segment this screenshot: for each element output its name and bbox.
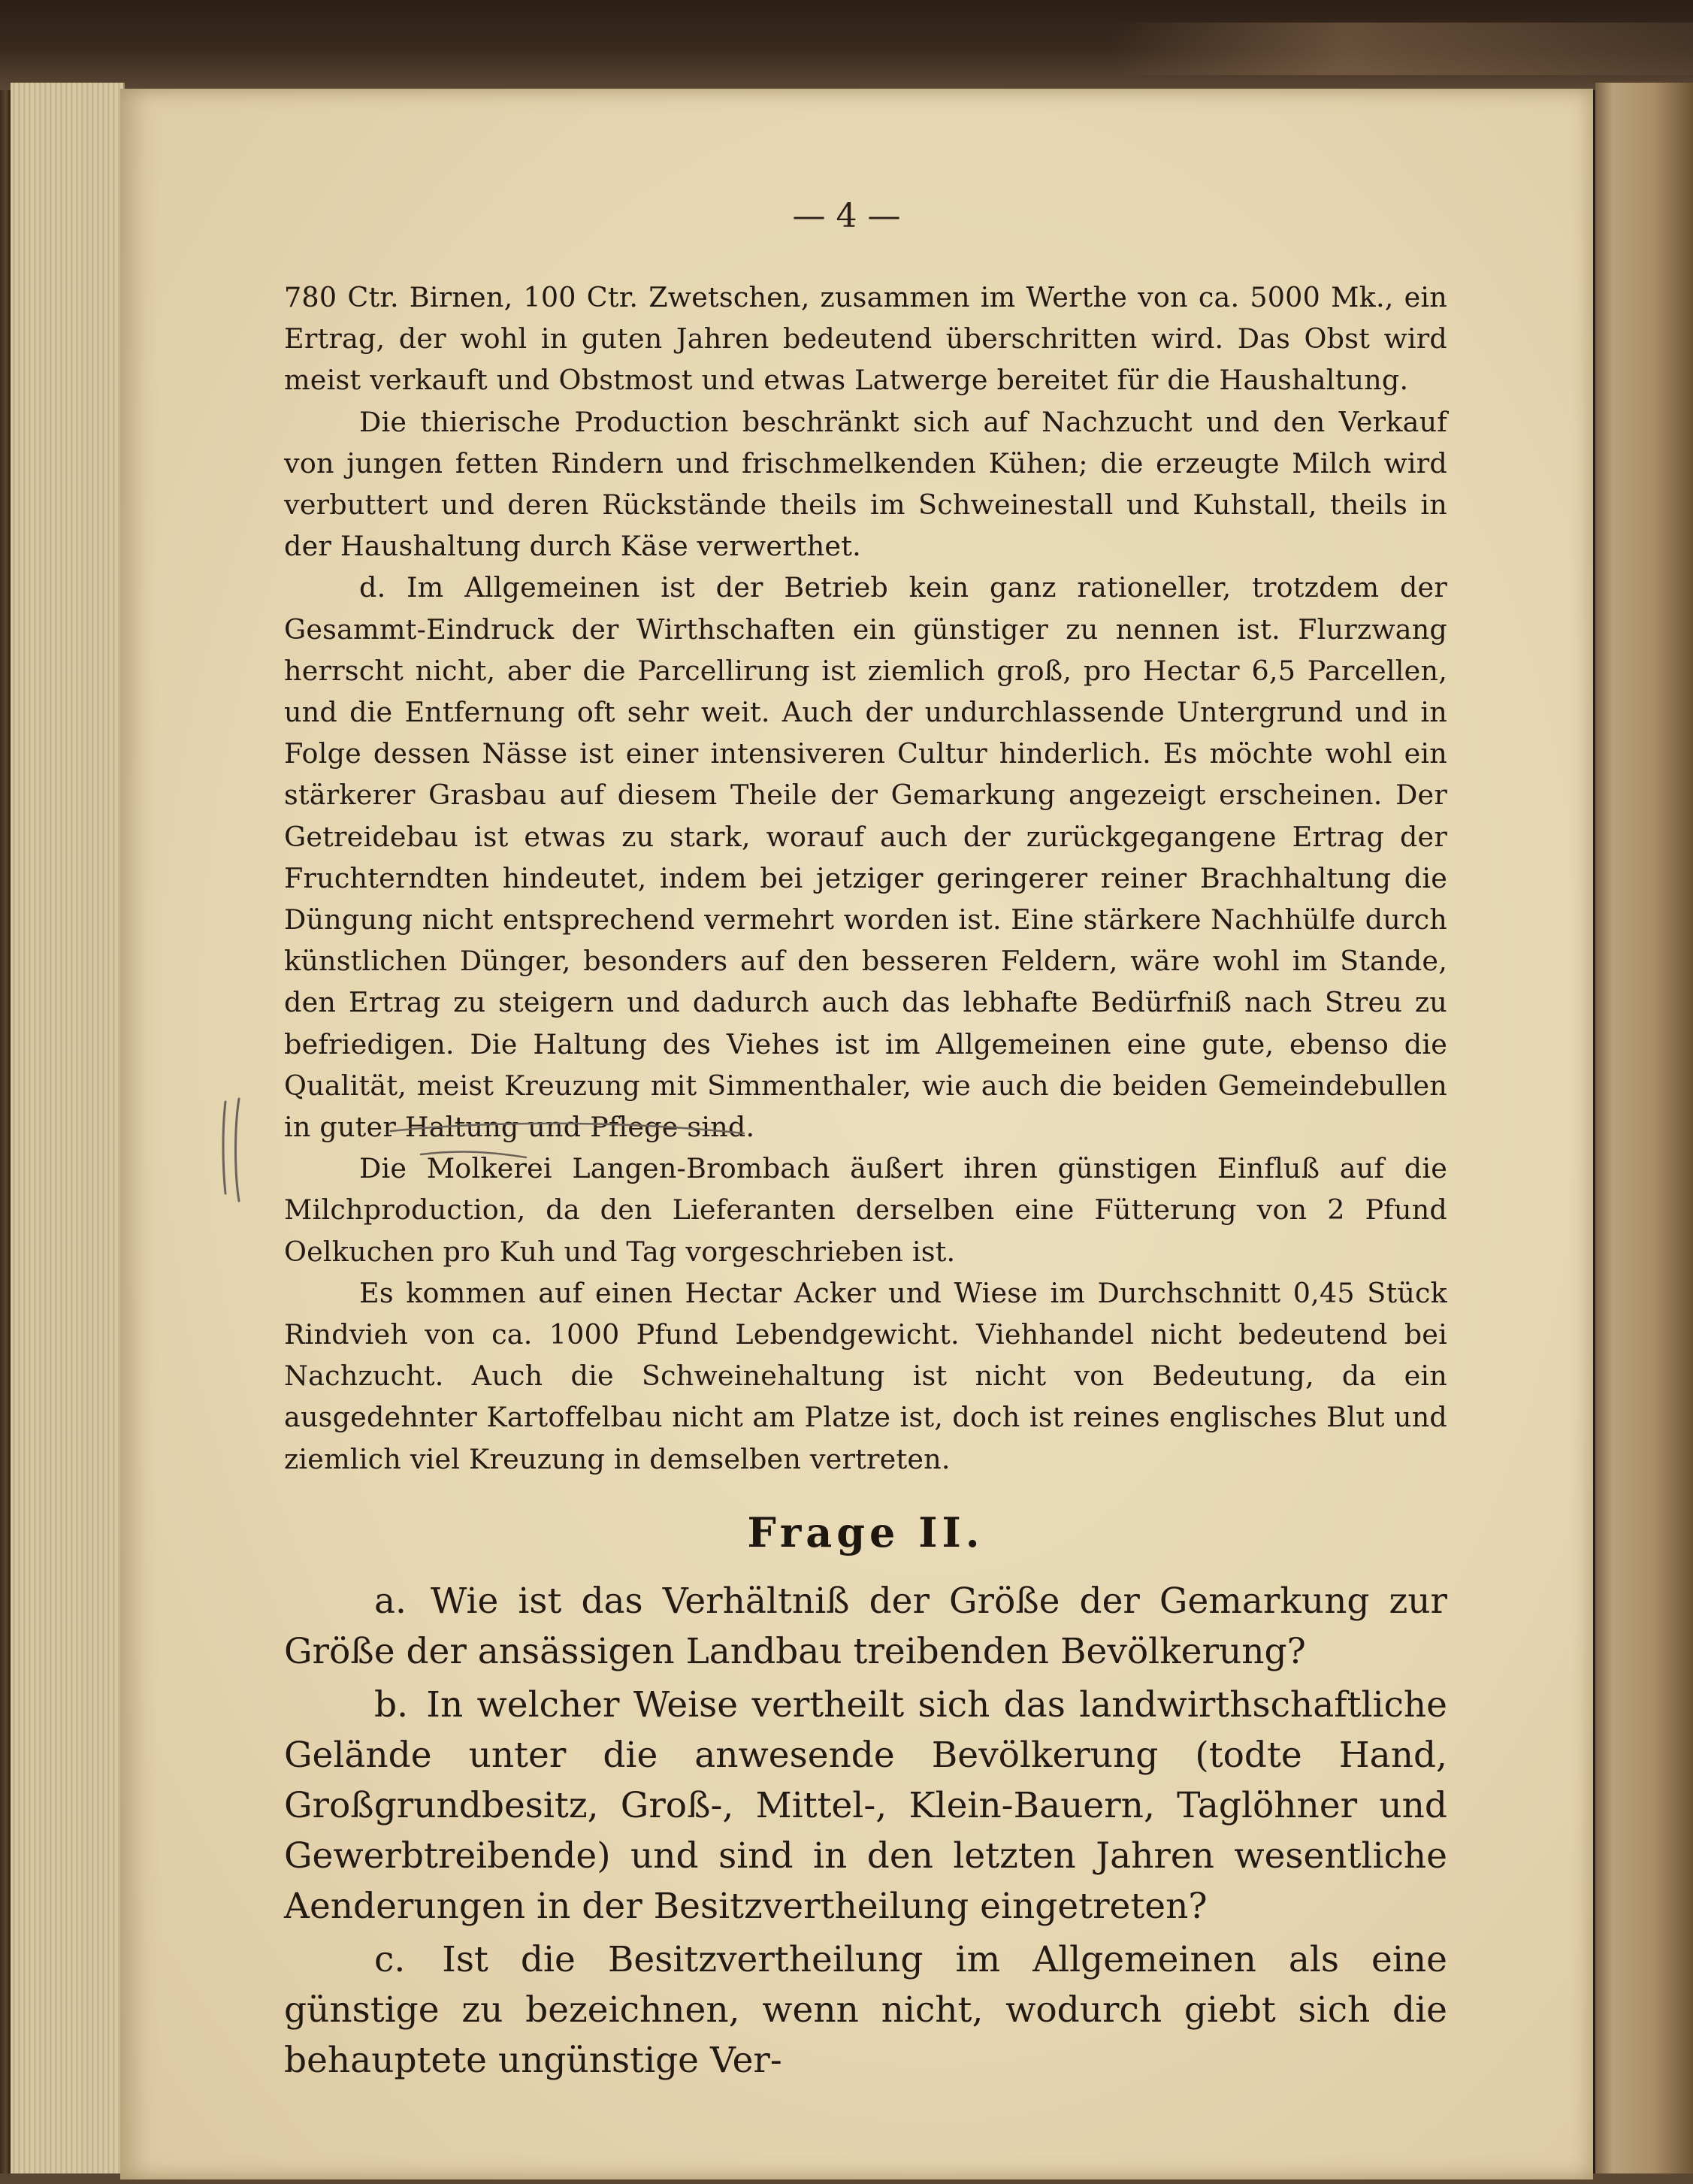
question-c [284,1934,1447,2086]
book-cover-top [0,0,1693,90]
page-body [284,277,1447,2089]
question-text: Ist die Besitzvertheilung im Allgemeinen als eine günstige zu bezeichnen, wenn nicht, wodurch giebt sich die behauptete ungünstige Ver- [284,1938,1447,2081]
question-a [284,1576,1447,1677]
section-heading: Frage II. [747,1508,984,1556]
page-number: — 4 — [792,197,901,235]
question-label: a. [374,1580,407,1622]
question-label: b. [374,1683,409,1726]
paragraph-animal-production: Die thierische Production beschränkt sich auf Nachzucht und den Verkauf von jungen fetten Rindern und frischmelkenden Kühen; die erzeugte Milch wird verbuttert und deren Rückstände theils im Schweinestall und Kuhstall, theils in der Haushaltung durch Käse verwerthet. [284,405,1447,563]
paragraph-fruit-yield: 780 Ctr. Birnen, 100 Ctr. Zwetschen, zusammen im Werthe von ca. 5000 Mk., ein Ertrag, der wohl in guten Jahren bedeutend überschritten wird. Das Obst wird meist verkauft und Obstmost und etwas Latwerge bereitet für die Haushaltung. [284,281,1447,397]
question-text: In welcher Weise vertheilt sich das landwirthschaftliche Gelände unter die anwesende Bevölkerung (todte Hand, Großgrundbesitz, Groß-, Mittel-, Klein-Bauern, Taglöhner und Gewerbtreibende) und sind in den letzten Jahren wesentliche Aenderungen in der Besitzvertheilung eingetreten? [284,1683,1447,1927]
paragraph-cattle-stock: Es kommen auf einen Hectar Acker und Wiese im Durchschnitt 0,45 Stück Rindvieh von ca. 1000 Pfund Lebendgewicht. Viehhandel nicht bedeutend bei Nachzucht. Auch die Schweinehaltung ist nicht von Bedeutung, da ein ausgedehnter Kartoffelbau nicht am Platze ist, doch ist reines englisches Blut und ziemlich viel Kreuzung in demselben vertreten. [284,1276,1447,1475]
paragraph-dairy: Die Molkerei Langen-Brombach äußert ihren günstigen Einfluß auf die Milchproduction, da den Lieferanten derselben eine Fütterung von 2 Pfund Oelkuchen pro Kuh und Tag vorgeschrieben ist. [284,1152,1447,1268]
question-label: c. [374,1938,406,1980]
book-cover-right [1595,83,1693,2184]
paragraph-general-assessment: d. Im Allgemeinen ist der Betrieb kein ganz rationeller, trotzdem der Gesammt-Eindruck der Wirthschaften ein günstiger zu nennen ist. Flurzwang herrscht nicht, aber die Parcellirung ist ziemlich groß, pro Hectar 6,5 Parcellen, und die Entfernung oft sehr weit. Auch der undurchlassende Untergrund und in Folge dessen Nässe ist einer intensiveren Cultur hinderlich. Es möchte wohl ein stärkerer Grasbau auf diesem Theile der Gemarkung angezeigt erscheinen. Der Getreidebau ist etwas zu stark, worauf auch der zurückgegangene Ertrag der Fruchterndten hindeutet, indem bei jetziger geringerer reiner Brachhaltung die Düngung nicht entsprechend vermehrt worden ist. Eine stärkere Nachhülfe durch künstlichen Dünger, besonders auf den besseren Feldern, wäre wohl im Stande, den Ertrag zu steigern und dadurch auch das lebhafte Bedürfniß nach Streu zu befriedigen. Die Haltung des Viehes ist im Allgemeinen eine gute, ebenso die Qualität, meist Kreuzung mit Simmenthaler, wie auch die beiden Gemeindebullen in guter Haltung und Pflege sind. [284,571,1447,1144]
question-b [284,1680,1447,1931]
question-text: Wie ist das Verhältniß der Größe der Gemarkung zur Größe der ansässigen Landbau treibenden Bevölkerung? [284,1580,1447,1672]
stacked-page-edges [11,83,125,2179]
